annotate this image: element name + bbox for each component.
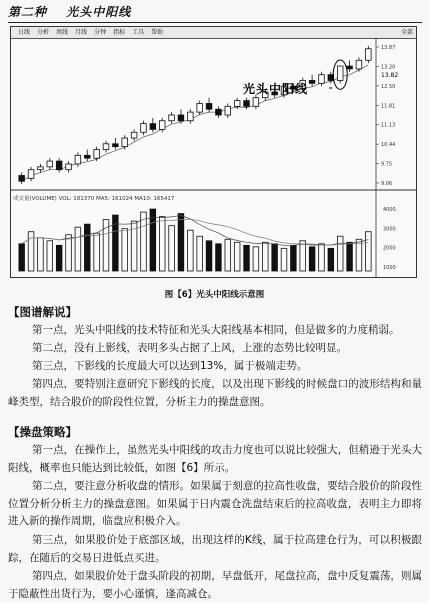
chart-menu-item-7[interactable]: 帮助 xyxy=(151,29,164,36)
chart-menu-item-1[interactable]: 分析 xyxy=(37,29,50,36)
section-title-chart-explanation: 【图谱解说】 xyxy=(8,305,77,319)
chapter-label: 第二种 xyxy=(8,5,48,19)
candle-body xyxy=(47,161,53,167)
chart-menu-item-3[interactable]: 月线 xyxy=(75,29,88,36)
candle-body xyxy=(216,109,222,115)
candlestick-chart xyxy=(11,27,416,277)
section2-para-1: 第一点，在操作上，虽然光头中阳线的攻击力度也可以说比较强大，但稍逊于光头大阳线，概率也只能达到比较低，如图【6】所示。 xyxy=(8,444,422,474)
volume-bar xyxy=(122,229,128,271)
volume-bar xyxy=(300,241,306,271)
chart-menu-item-2[interactable]: 周线 xyxy=(56,29,69,36)
chart-menu-item-4[interactable]: 分钟 xyxy=(94,29,107,36)
candle-body xyxy=(347,66,353,69)
candle-body xyxy=(150,124,156,130)
candle-body xyxy=(56,161,62,170)
volume-bar xyxy=(169,226,175,271)
candle-body xyxy=(113,144,119,147)
candle-body xyxy=(356,60,362,69)
volume-bar xyxy=(94,233,100,271)
candle-body xyxy=(94,150,100,159)
candle-body xyxy=(206,103,212,109)
volume-bar xyxy=(188,230,194,271)
price-axis-label: 10.44 xyxy=(381,142,396,149)
section1-para-3: 第三点，下影线的长度最大可以达到13%，属于极端走势。 xyxy=(32,360,308,372)
candle-body xyxy=(253,98,259,107)
candle-body xyxy=(66,164,72,170)
candle-body xyxy=(178,115,184,121)
volume-bar xyxy=(150,209,156,271)
header-rule xyxy=(8,22,422,23)
section2-para-3: 第三点，如果股价处于底部区域，出现这样的K线，属于拉高建仓行为，可以积极跟踪，在随后的交易日进低点买进。 xyxy=(8,534,422,564)
volume-bar xyxy=(206,241,212,271)
price-axis-label: 9.75 xyxy=(381,161,393,168)
chart-menu-item-5[interactable]: 指标 xyxy=(113,29,126,36)
section1-para-1: 第一点，光头中阳线的技术特征和光头大阳线基本相同，但是做多的力度稍弱。 xyxy=(32,324,400,336)
volume-bar xyxy=(244,245,250,271)
candle-body xyxy=(159,121,165,130)
callout-label: 光头中阳线 xyxy=(243,82,309,96)
volume-axis-label: 1000 xyxy=(383,265,396,271)
section1-para-4: 第四点，要特别注意研究下影线的长度，以及出现下影线的时候盘口的波形结构和量峰类型，结合股价的阶段性位置，分析主力的操盘意图。 xyxy=(8,378,422,408)
candle-body xyxy=(234,101,240,107)
volume-bar xyxy=(356,239,362,271)
candle-body xyxy=(84,155,90,158)
volume-axis-label: 4000 xyxy=(383,207,396,213)
candle-body xyxy=(103,144,109,150)
volume-bar xyxy=(291,245,297,271)
volume-axis-label: 2000 xyxy=(383,245,396,252)
candle-body xyxy=(319,75,325,84)
volume-bar xyxy=(66,235,72,271)
section2-para-2: 第二点，要注意分析收盘的情形。如果属于刻意的拉高性收盘，要结合股价的阶段性位置分析分析主力的操盘意图。如果属于日内震仓洗盘结束后的拉高收盘，表明主力即将进入新的操作周期，临盘应积极介入。 xyxy=(8,480,422,528)
volume-bar xyxy=(47,241,53,271)
price-axis-label: 11.81 xyxy=(381,103,396,110)
volume-bar xyxy=(337,236,343,271)
candle-body xyxy=(337,66,343,80)
candle-body xyxy=(19,175,25,181)
volume-bar xyxy=(75,227,81,271)
candle-body xyxy=(244,101,250,107)
candle-body xyxy=(225,106,231,115)
candle-body xyxy=(75,155,81,164)
price-axis-label: 11.13 xyxy=(381,122,396,129)
volume-bar xyxy=(309,247,315,271)
volume-axis-label: 3000 xyxy=(383,226,396,233)
volume-bar xyxy=(366,232,372,271)
chart-screenshot xyxy=(10,26,417,278)
volume-ma10-line xyxy=(22,219,369,245)
volume-bar xyxy=(19,244,25,271)
price-axis-label: 13.20 xyxy=(381,64,396,71)
volume-header: 成交量(VOLUME) VOL: 181370 MA5: 161024 MA10: 165417 xyxy=(13,196,175,202)
price-tag: 13.82 xyxy=(381,72,399,79)
volume-bar xyxy=(253,247,259,271)
volume-bar xyxy=(262,242,268,271)
candle-body xyxy=(131,132,137,138)
volume-bar xyxy=(56,245,62,271)
volume-bar xyxy=(319,244,325,271)
volume-bar xyxy=(178,214,184,271)
volume-bar xyxy=(328,248,334,271)
candle-body xyxy=(197,103,203,112)
volume-bar xyxy=(216,244,222,271)
price-axis-label: 12.50 xyxy=(381,83,396,90)
page-header xyxy=(8,3,422,19)
ma5-line xyxy=(22,65,369,181)
candle-body xyxy=(38,167,44,170)
chart-menu-right[interactable]: 全部 xyxy=(400,29,413,36)
volume-bar xyxy=(159,217,165,271)
candle-body xyxy=(366,49,372,61)
price-axis-label: 13.87 xyxy=(381,45,396,51)
volume-bar xyxy=(141,212,147,271)
section2-para-4: 第四点，如果股价处于盘头阶段的初期，早盘低开，尾盘拉高，盘中反复震荡，则属于隐蔽性出货行为，要小心谨慎，逢高减仓。 xyxy=(8,570,422,600)
volume-bar xyxy=(113,215,119,271)
figure-caption: 图【6】光头中阳线示意图 xyxy=(164,290,265,300)
volume-bar xyxy=(225,239,231,271)
volume-bar xyxy=(84,224,90,271)
section1-para-2: 第二点，没有上影线，表明多头占据了上风，上涨的态势比较明显。 xyxy=(32,342,347,354)
volume-bar xyxy=(272,244,278,271)
candle-body xyxy=(28,170,34,179)
section-title-strategy: 【操盘策略】 xyxy=(8,425,77,439)
candle-body xyxy=(141,124,147,133)
volume-bar xyxy=(197,236,203,271)
chapter-title: 光头中阳线 xyxy=(66,5,132,19)
price-axis-label: 9.06 xyxy=(381,181,393,187)
candle-body xyxy=(309,80,315,83)
chart-menu-item-0[interactable]: 日线 xyxy=(18,29,31,36)
candle-body xyxy=(188,112,194,121)
chart-menu-item-6[interactable]: 工具 xyxy=(132,29,145,36)
candle-body xyxy=(122,138,128,147)
candle-body xyxy=(169,115,175,121)
volume-bar xyxy=(281,248,287,271)
volume-bar xyxy=(234,242,240,271)
volume-bar xyxy=(347,242,353,271)
volume-bar xyxy=(38,238,44,271)
